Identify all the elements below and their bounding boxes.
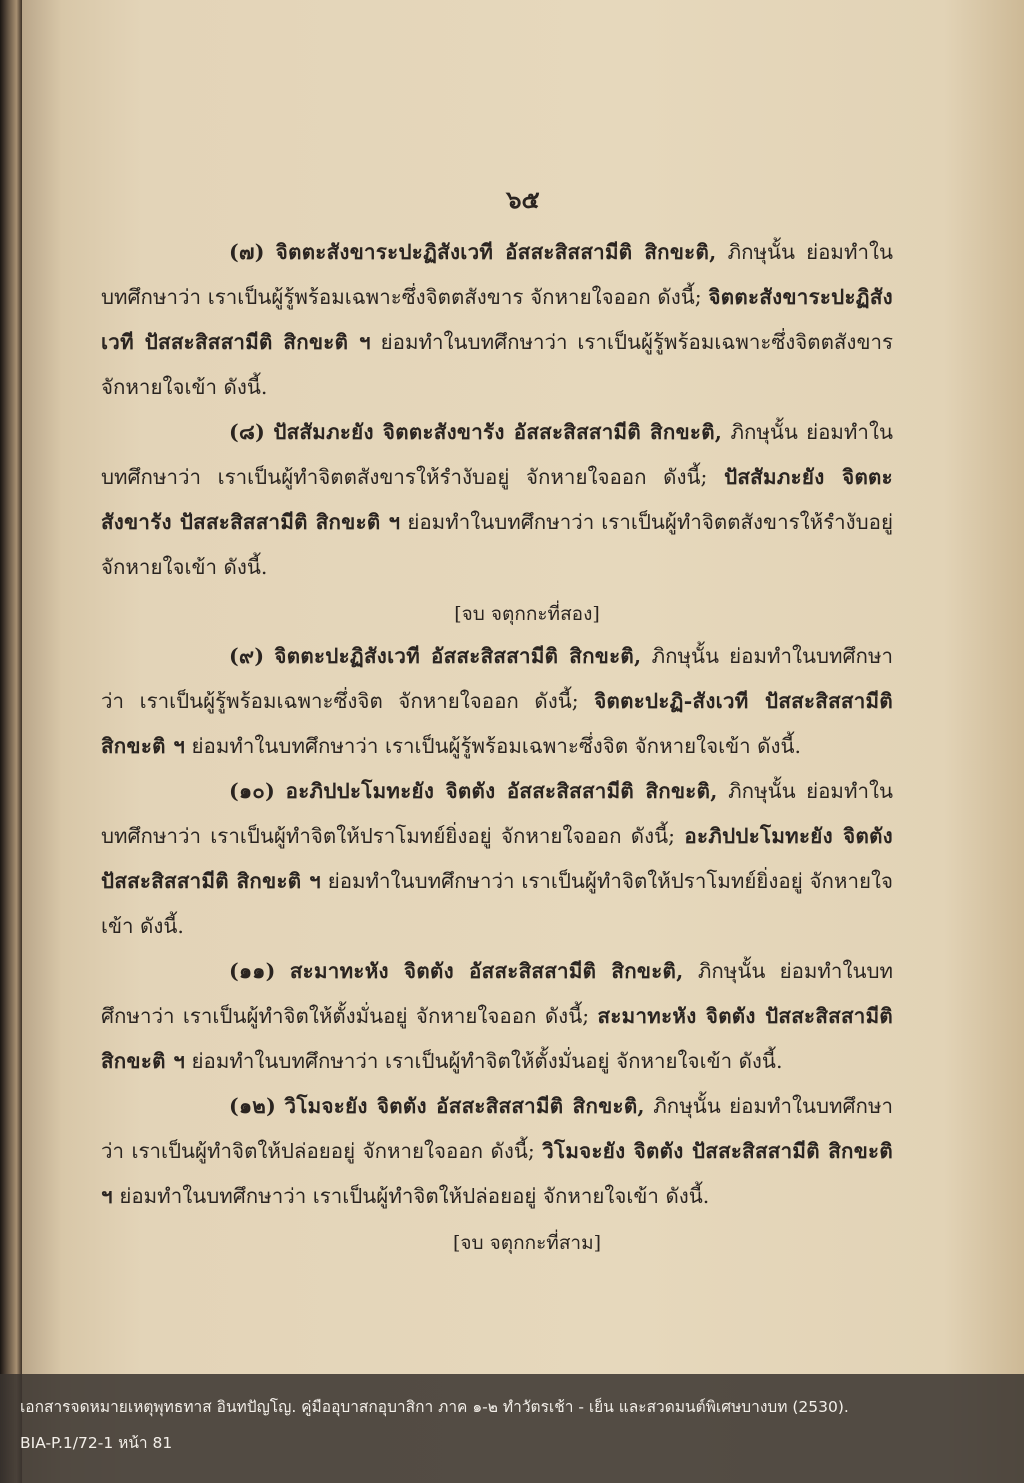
paragraph-10-number: (๑๐) <box>229 779 276 803</box>
book-page <box>22 0 1024 1483</box>
paragraph-8-translation-2: ย่อมทำในบทศึกษาว่า เราเป็นผู้ทำจิตตสังขารให้รำงับอยู่ จักหายใจเข้า ดังนี้. <box>101 510 893 579</box>
paragraph-12-pali-title-2: วิโมจะยัง จิตตัง ปัสสะสิสสามีติ สิกขะติ ฯ <box>101 1139 893 1208</box>
section-end-second-tetrad: [จบ จตุกกะที่สอง] <box>454 603 600 625</box>
paragraph-10-pali-title: อะภิปปะโมทะยัง จิตตัง อัสสะสิสสามีติ สิกขะติ, <box>285 779 718 803</box>
paragraph-12 <box>101 1084 893 1219</box>
paragraph-9-pali-title-2: จิตตะปะฏิ-สังเวที ปัสสะสิสสามีติ สิกขะติ ฯ <box>101 689 893 758</box>
paragraph-12-translation: ภิกษุนั้น ย่อมทำในบทศึกษาว่า เราเป็นผู้ทำจิตให้ปล่อยอยู่ จักหายใจออก ดังนี้; <box>101 1094 893 1163</box>
paragraph-7-translation-2: ย่อมทำในบทศึกษาว่า เราเป็นผู้รู้พร้อมเฉพาะซึ่งจิตตสังขาร จักหายใจเข้า ดังนี้. <box>101 330 893 399</box>
section-end-third-tetrad: [จบ จตุกกะที่สาม] <box>452 1232 602 1254</box>
paragraph-11-translation: ภิกษุนั้น ย่อมทำในบทศึกษาว่า เราเป็นผู้ทำจิตให้ตั้งมั่นอยู่ จักหายใจออก ดังนี้; <box>101 959 893 1028</box>
paragraph-11-pali-title: สะมาทะหัง จิตตัง อัสสะสิสสามีติ สิกขะติ, <box>289 959 684 983</box>
paragraph-12-translation-2: ย่อมทำในบทศึกษาว่า เราเป็นผู้ทำจิตให้ปล่อยอยู่ จักหายใจเข้า ดังนี้. <box>119 1184 710 1208</box>
paragraph-8-number: (๘) <box>229 420 266 444</box>
paragraph-9-translation-2: ย่อมทำในบทศึกษาว่า เราเป็นผู้รู้พร้อมเฉพาะซึ่งจิต จักหายใจเข้า ดังนี้. <box>191 734 802 758</box>
paragraph-11-number: (๑๑) <box>229 959 276 983</box>
page-number: ๖๕ <box>506 185 540 214</box>
paragraph-9-translation: ภิกษุนั้น ย่อมทำในบทศึกษาว่า เราเป็นผู้รู้พร้อมเฉพาะซึ่งจิต จักหายใจออก ดังนี้; <box>101 644 893 713</box>
archive-citation: เอกสารจดหมายเหตุพุทธทาส อินทปัญโญ. คู่มืออุบาสกอุบาสิกา ภาค ๑-๒ ทำวัตรเช้า - เย็น และสวดมนต์พิเศษบางบท (2530). <box>20 1398 849 1416</box>
paragraph-7-number: (๗) <box>229 240 265 264</box>
archive-caption-bar <box>0 1374 1024 1483</box>
paragraph-8-pali-title: ปัสสัมภะยัง จิตตะสังขารัง อัสสะสิสสามีติ สิกขะติ, <box>273 420 723 444</box>
paragraph-11-translation-2: ย่อมทำในบทศึกษาว่า เราเป็นผู้ทำจิตให้ตั้งมั่นอยู่ จักหายใจเข้า ดังนี้. <box>191 1049 783 1073</box>
paragraph-7 <box>101 230 893 410</box>
archive-reference: BIA-P.1/72-1 หน้า 81 <box>20 1434 173 1452</box>
paragraph-9-number: (๙) <box>229 644 265 668</box>
paragraph-8-pali-title-2: ปัสสัมภะยัง จิตตะสังขารัง ปัสสะสิสสามีติ สิกขะติ ฯ <box>101 465 893 534</box>
paragraph-8-translation: ภิกษุนั้น ย่อมทำในบทศึกษาว่า เราเป็นผู้ทำจิตตสังขารให้รำงับอยู่ จักหายใจออก ดังนี้; <box>101 420 893 489</box>
book-binding-edge <box>0 0 22 1483</box>
page-body <box>101 230 893 1263</box>
paragraph-9-pali-title: จิตตะปะฏิสังเวที อัสสะสิสสามีติ สิกขะติ, <box>274 644 642 668</box>
paragraph-7-translation: ภิกษุนั้น ย่อมทำในบทศึกษาว่า เราเป็นผู้รู้พร้อมเฉพาะซึ่งจิตตสังขาร จักหายใจออก ดังนี้; <box>101 240 893 309</box>
paragraph-9 <box>101 634 893 769</box>
paragraph-7-pali-title: จิตตะสังขาระปะฏิสังเวที อัสสะสิสสามีติ สิกขะติ, <box>275 240 717 264</box>
paragraph-7-pali-title-2: จิตตะสังขาระปะฏิสังเวที ปัสสะสิสสามีติ สิกขะติ ฯ <box>101 285 893 354</box>
paragraph-12-number: (๑๒) <box>229 1094 277 1118</box>
paragraph-12-pali-title: วิโมจะยัง จิตตัง อัสสะสิสสามีติ สิกขะติ, <box>284 1094 645 1118</box>
paragraph-10-translation-2: ย่อมทำในบทศึกษาว่า เราเป็นผู้ทำจิตให้ปราโมทย์ยิ่งอยู่ จักหายใจเข้า ดังนี้. <box>101 869 893 938</box>
paragraph-11 <box>101 949 893 1084</box>
paragraph-8 <box>101 410 893 590</box>
paragraph-10 <box>101 769 893 949</box>
paragraph-11-pali-title-2: สะมาทะหัง จิตตัง ปัสสะสิสสามีติ สิกขะติ ฯ <box>101 1004 893 1073</box>
paragraph-10-translation: ภิกษุนั้น ย่อมทำในบทศึกษาว่า เราเป็นผู้ทำจิตให้ปราโมทย์ยิ่งอยู่ จักหายใจออก ดังนี้; <box>101 779 893 848</box>
paragraph-10-pali-title-2: อะภิปปะโมทะยัง จิตตัง ปัสสะสิสสามีติ สิกขะติ ฯ <box>101 824 893 893</box>
